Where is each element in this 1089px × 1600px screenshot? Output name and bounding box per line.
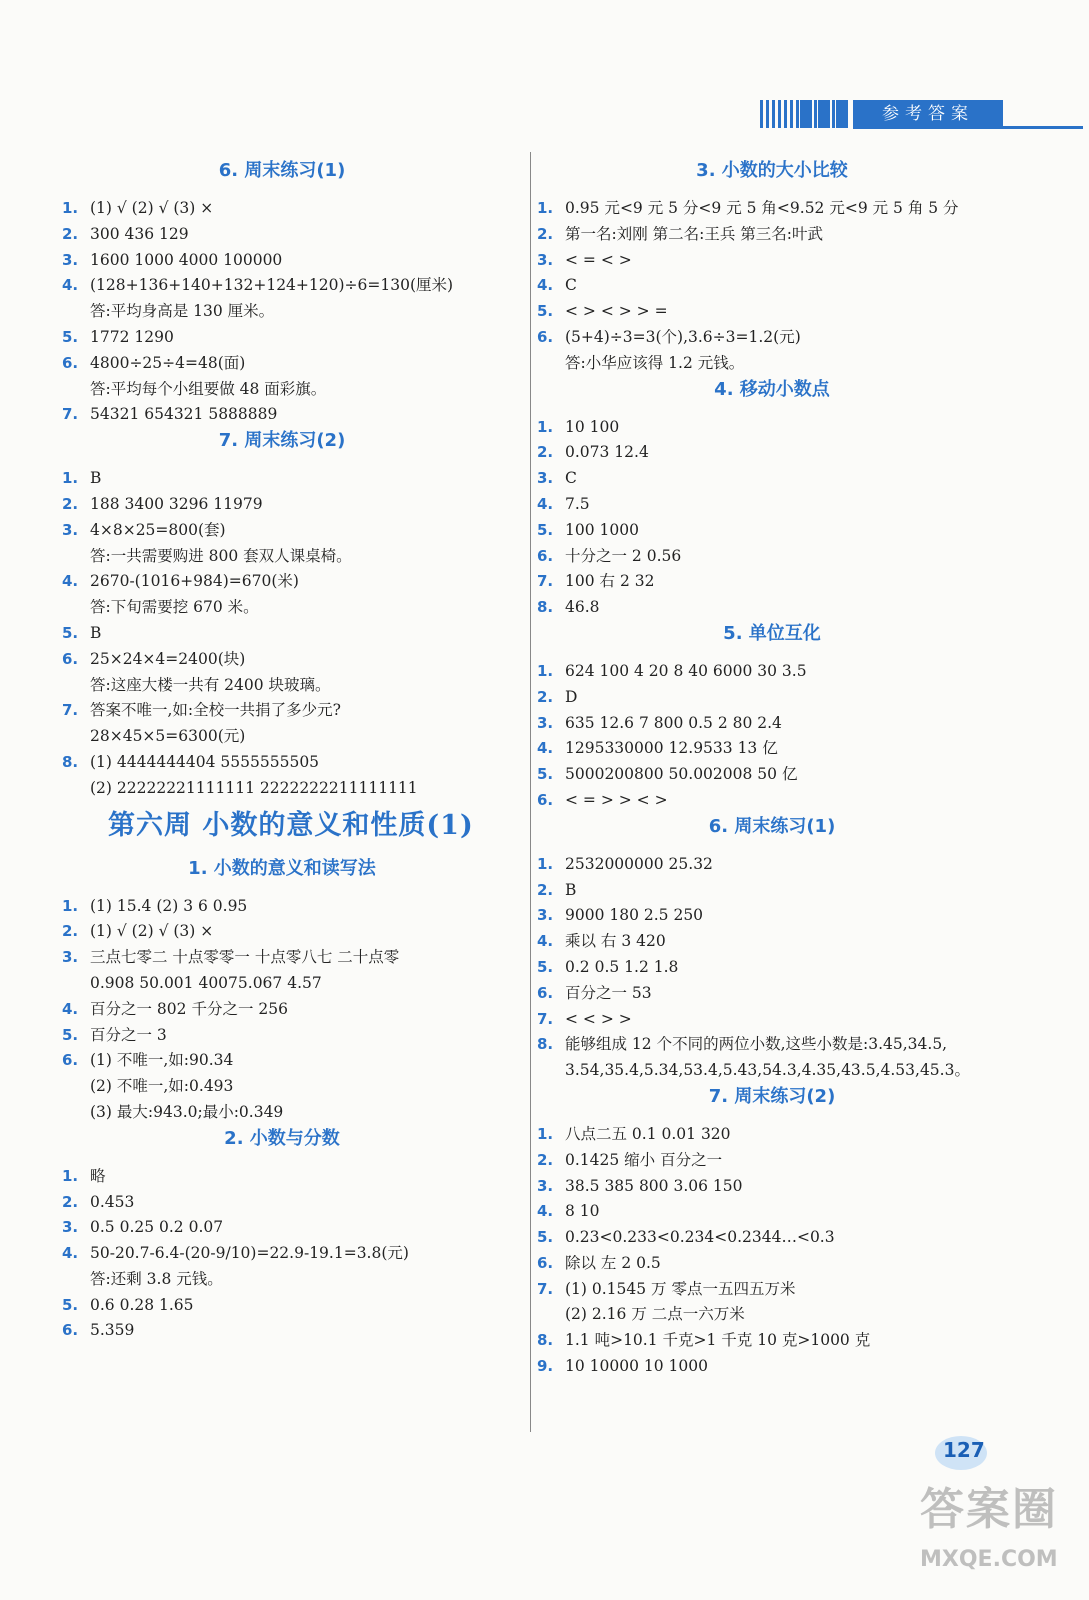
answer-text: 624 100 4 20 8 40 6000 30 3.5 bbox=[565, 661, 807, 680]
answer-text: 1295330000 12.9533 13 亿 bbox=[565, 739, 778, 758]
answer-line bbox=[62, 919, 502, 945]
answer-number: 2. bbox=[537, 443, 554, 462]
answer-number: 6. bbox=[62, 1051, 79, 1070]
answer-line bbox=[537, 569, 1007, 595]
answer-text: (5+4)÷3=3(个),3.6÷3=1.2(元) bbox=[565, 327, 801, 346]
answer-line bbox=[537, 1007, 1007, 1033]
answer-number: 8. bbox=[537, 598, 554, 617]
answer-text: (1) √ (2) √ (3) × bbox=[90, 199, 214, 217]
answer-line bbox=[537, 222, 1007, 248]
answer-line bbox=[537, 711, 1007, 737]
answer-number: 2. bbox=[62, 494, 79, 513]
answer-number: 7. bbox=[62, 701, 79, 720]
answer-text: (1) 0.1545 万 零点一五四五万米 bbox=[565, 1279, 796, 1298]
watermark-url: MXQE.COM bbox=[920, 1547, 1058, 1572]
answer-text: 除以 左 2 0.5 bbox=[565, 1253, 661, 1272]
answer-number: 3. bbox=[62, 1218, 79, 1237]
answer-text: 0.908 50.001 40075.067 4.57 bbox=[90, 973, 322, 992]
answer-number: 4. bbox=[62, 999, 79, 1018]
answer-number: 2. bbox=[537, 1150, 554, 1169]
answer-number: 7. bbox=[537, 1009, 554, 1028]
answer-number: 7. bbox=[537, 572, 554, 591]
answer-number: 2. bbox=[537, 687, 554, 706]
answer-number: 1. bbox=[62, 469, 79, 488]
answer-line bbox=[62, 518, 502, 544]
answer-text: 答:这座大楼一共有 2400 块玻璃。 bbox=[90, 675, 331, 694]
answer-number: 6. bbox=[537, 983, 554, 1002]
answer-line bbox=[62, 299, 502, 325]
right-column bbox=[537, 158, 1007, 1380]
answer-line bbox=[537, 878, 1007, 904]
answer-line bbox=[62, 377, 502, 403]
answer-line bbox=[62, 971, 502, 997]
answer-number: 4. bbox=[537, 739, 554, 758]
answer-text: (3) 最大:943.0;最小:0.349 bbox=[90, 1102, 284, 1121]
answer-text: 10 10000 10 1000 bbox=[565, 1357, 708, 1376]
answer-text: (2) 22222221111111 2222222211111111 bbox=[90, 778, 418, 797]
answer-number: 6. bbox=[62, 649, 79, 668]
answer-line bbox=[537, 518, 1007, 544]
answer-line bbox=[537, 492, 1007, 518]
answer-number: 3. bbox=[537, 713, 554, 732]
answer-text: 0.453 bbox=[90, 1192, 135, 1211]
answer-text: 54321 654321 5888889 bbox=[90, 405, 278, 424]
answer-text: (1) 4444444404 5555555505 bbox=[90, 752, 320, 771]
answer-number: 1. bbox=[537, 199, 554, 217]
answer-number: 1. bbox=[537, 661, 554, 680]
answer-line bbox=[62, 1164, 502, 1190]
answer-text: 100 右 2 32 bbox=[565, 572, 655, 591]
answer-text: 答案不唯一,如:全校一共捐了多少元? bbox=[90, 701, 341, 720]
answer-line bbox=[537, 1199, 1007, 1225]
answer-number: 3. bbox=[537, 250, 554, 269]
answer-number: 1. bbox=[62, 199, 79, 217]
answer-line bbox=[62, 402, 502, 428]
answer-number: 1. bbox=[62, 896, 79, 915]
answer-number: 6. bbox=[537, 546, 554, 565]
answer-text: < < > > bbox=[565, 1009, 632, 1028]
answer-text: (128+136+140+132+124+120)÷6=130(厘米) bbox=[90, 276, 454, 295]
answer-text: 2532000000 25.32 bbox=[565, 854, 713, 873]
answer-text: B bbox=[90, 469, 102, 488]
answer-text: 25×24×4=2400(块) bbox=[90, 649, 246, 668]
header-underline bbox=[853, 126, 1083, 129]
answer-text: 答:一共需要购进 800 套双人课桌椅。 bbox=[90, 546, 352, 565]
answer-line bbox=[537, 852, 1007, 878]
answer-number: 4. bbox=[62, 276, 79, 295]
left-column bbox=[62, 158, 502, 1344]
answer-number: 2. bbox=[62, 1192, 79, 1211]
answer-text: 9000 180 2.5 250 bbox=[565, 906, 704, 925]
answer-text: 答:下旬需要挖 670 米。 bbox=[90, 598, 259, 617]
watermark bbox=[920, 1475, 1080, 1595]
answer-number: 3. bbox=[62, 948, 79, 967]
answer-number: 1. bbox=[62, 1166, 79, 1185]
answer-text: 答:平均身高是 130 厘米。 bbox=[90, 302, 275, 321]
answer-line bbox=[537, 1277, 1007, 1303]
answer-line bbox=[537, 440, 1007, 466]
page-number-badge bbox=[935, 1432, 995, 1472]
answer-text: (1) 15.4 (2) 3 6 0.95 bbox=[90, 896, 248, 915]
answer-line bbox=[537, 325, 1007, 351]
answer-number: 3. bbox=[537, 906, 554, 925]
answer-text: 能够组成 12 个不同的两位小数,这些小数是:3.45,34.5, bbox=[565, 1035, 948, 1054]
answer-text: 略 bbox=[90, 1166, 106, 1185]
answer-line bbox=[62, 1267, 502, 1293]
header-title: 参考答案 bbox=[853, 100, 1003, 128]
answer-number: 2. bbox=[62, 922, 79, 941]
section-title: 3. 小数的大小比较 bbox=[696, 160, 848, 181]
answer-text: (2) 2.16 万 二点一六万米 bbox=[565, 1305, 745, 1324]
answer-line bbox=[537, 659, 1007, 685]
answer-line bbox=[62, 750, 502, 776]
answer-line bbox=[537, 1174, 1007, 1200]
answer-text: 百分之一 3 bbox=[90, 1025, 167, 1044]
answer-text: 百分之一 53 bbox=[565, 983, 652, 1002]
answer-line bbox=[537, 1251, 1007, 1277]
answer-number: 1. bbox=[537, 417, 554, 436]
answer-text: < = > > < > bbox=[565, 790, 668, 809]
answer-text: 0.2 0.5 1.2 1.8 bbox=[565, 957, 679, 976]
answer-text: 8 10 bbox=[565, 1202, 600, 1221]
answer-text: (1) 不唯一,如:90.34 bbox=[90, 1051, 234, 1070]
answer-text: 答:小华应该得 1.2 元钱。 bbox=[565, 353, 745, 372]
answer-text: 635 12.6 7 800 0.5 2 80 2.4 bbox=[565, 713, 782, 732]
answer-line bbox=[537, 248, 1007, 274]
answer-line bbox=[537, 685, 1007, 711]
answer-line bbox=[62, 325, 502, 351]
answer-number: 8. bbox=[62, 752, 79, 771]
answer-line bbox=[62, 1293, 502, 1319]
header-band bbox=[760, 100, 1080, 128]
answer-text: 1772 1290 bbox=[90, 327, 174, 346]
answer-text: 百分之一 802 千分之一 256 bbox=[90, 999, 288, 1018]
answer-line bbox=[62, 776, 502, 802]
answer-text: C bbox=[565, 276, 577, 295]
answer-text: 3.54,35.4,5.34,53.4,5.43,54.3,4.35,43.5,4.53,45.3。 bbox=[565, 1061, 970, 1080]
answer-text: 十分之一 2 0.56 bbox=[565, 546, 682, 565]
answer-number: 5. bbox=[537, 520, 554, 539]
answer-number: 9. bbox=[537, 1357, 554, 1376]
answer-line bbox=[537, 415, 1007, 441]
answer-number: 4. bbox=[62, 1244, 79, 1263]
answer-line bbox=[62, 647, 502, 673]
answer-text: 38.5 385 800 3.06 150 bbox=[565, 1176, 743, 1195]
answer-number: 1. bbox=[537, 854, 554, 873]
answer-number: 2. bbox=[537, 880, 554, 899]
answer-line bbox=[62, 466, 502, 492]
answer-number: 5. bbox=[62, 623, 79, 642]
answer-line bbox=[537, 273, 1007, 299]
answer-text: 188 3400 3296 11979 bbox=[90, 494, 263, 513]
answer-line bbox=[62, 273, 502, 299]
answer-number: 5. bbox=[537, 302, 554, 321]
answer-text: 4800÷25÷4=48(面) bbox=[90, 353, 246, 372]
section-title: 5. 单位互化 bbox=[723, 622, 821, 644]
section-title: 7. 周末练习(2) bbox=[218, 430, 346, 452]
answer-line bbox=[537, 736, 1007, 762]
answer-line bbox=[537, 595, 1007, 621]
answer-text: 第一名:刘刚 第二名:王兵 第三名:叶武 bbox=[565, 224, 824, 243]
answer-line bbox=[537, 1032, 1007, 1058]
answer-line bbox=[537, 903, 1007, 929]
answer-text: 4×8×25=800(套) bbox=[90, 520, 226, 539]
answer-line bbox=[537, 762, 1007, 788]
answer-line bbox=[537, 788, 1007, 814]
answer-number: 3. bbox=[62, 250, 79, 269]
section-title: 4. 移动小数点 bbox=[714, 378, 830, 400]
answer-text: 八点二五 0.1 0.01 320 bbox=[565, 1124, 731, 1143]
answer-line bbox=[62, 621, 502, 647]
answer-text: 5.359 bbox=[90, 1321, 135, 1340]
answer-line bbox=[62, 997, 502, 1023]
answer-line bbox=[62, 1318, 502, 1344]
answer-text: 46.8 bbox=[565, 598, 600, 617]
answer-number: 2. bbox=[537, 224, 554, 243]
answer-number: 7. bbox=[537, 1279, 554, 1298]
answer-text: 0.073 12.4 bbox=[565, 443, 649, 462]
section-title: 6. 周末练习(1) bbox=[708, 815, 836, 837]
answer-line bbox=[537, 1225, 1007, 1251]
answer-number: 5. bbox=[62, 327, 79, 346]
answer-line bbox=[537, 1354, 1007, 1380]
answer-text: 0.95 元<9 元 5 分<9 元 5 角<9.52 元<9 元 5 角 5 分 bbox=[565, 199, 959, 217]
answer-text: 2670-(1016+984)=670(米) bbox=[90, 572, 299, 591]
answer-text: 10 100 bbox=[565, 417, 620, 436]
answer-line bbox=[537, 466, 1007, 492]
answer-text: C bbox=[565, 469, 577, 488]
answer-text: 1600 1000 4000 100000 bbox=[90, 250, 283, 269]
header-blocks bbox=[800, 100, 848, 128]
section-title: 1. 小数的意义和读写法 bbox=[188, 857, 376, 879]
answer-line bbox=[62, 945, 502, 971]
section-title: 6. 周末练习(1) bbox=[218, 160, 346, 181]
answer-text: D bbox=[565, 687, 578, 706]
answer-text: 300 436 129 bbox=[90, 224, 189, 243]
answer-line bbox=[537, 929, 1007, 955]
answer-line bbox=[537, 1058, 1007, 1084]
answer-line bbox=[537, 955, 1007, 981]
answer-line bbox=[62, 222, 502, 248]
answer-line bbox=[537, 1302, 1007, 1328]
answer-text: (1) √ (2) √ (3) × bbox=[90, 922, 214, 941]
answer-text: 答:还剩 3.8 元钱。 bbox=[90, 1269, 223, 1288]
answer-line bbox=[537, 1328, 1007, 1354]
answer-line bbox=[62, 1215, 502, 1241]
answer-line bbox=[62, 1048, 502, 1074]
answer-line bbox=[62, 1100, 502, 1126]
answer-number: 6. bbox=[62, 353, 79, 372]
section-title: 7. 周末练习(2) bbox=[708, 1085, 836, 1107]
answer-number: 3. bbox=[537, 469, 554, 488]
week-title: 第六周 小数的意义和性质(1) bbox=[108, 809, 474, 841]
answer-number: 5. bbox=[537, 957, 554, 976]
answer-line bbox=[62, 894, 502, 920]
page-number: 127 bbox=[943, 1438, 985, 1462]
answer-text: < = < > bbox=[565, 250, 632, 269]
answer-number: 3. bbox=[62, 520, 79, 539]
section-title: 2. 小数与分数 bbox=[224, 1127, 340, 1149]
answer-line bbox=[62, 492, 502, 518]
answer-text: 答:平均每个小组要做 48 面彩旗。 bbox=[90, 379, 327, 398]
answer-text: 三点七零二 十点零零一 十点零八七 二十点零 bbox=[90, 948, 400, 967]
answer-number: 6. bbox=[537, 327, 554, 346]
answer-text: 0.1425 缩小 百分之一 bbox=[565, 1150, 723, 1169]
answer-line bbox=[537, 299, 1007, 325]
answer-number: 4. bbox=[537, 932, 554, 951]
answer-number: 8. bbox=[537, 1035, 554, 1054]
answer-text: 50-20.7-6.4-(20-9/10)=22.9-19.1=3.8(元) bbox=[90, 1244, 409, 1263]
answer-line bbox=[537, 196, 1007, 222]
answer-line bbox=[537, 351, 1007, 377]
answer-text: 100 1000 bbox=[565, 520, 639, 539]
answer-number: 6. bbox=[537, 790, 554, 809]
answer-number: 6. bbox=[62, 1321, 79, 1340]
answer-text: 7.5 bbox=[565, 494, 590, 513]
answer-text: 乘以 右 3 420 bbox=[565, 932, 666, 951]
answer-text: 0.5 0.25 0.2 0.07 bbox=[90, 1218, 224, 1237]
answer-line bbox=[62, 248, 502, 274]
answer-line bbox=[537, 981, 1007, 1007]
answer-line bbox=[62, 698, 502, 724]
answer-number: 5. bbox=[62, 1295, 79, 1314]
answer-number: 2. bbox=[62, 224, 79, 243]
answer-number: 4. bbox=[537, 1202, 554, 1221]
answer-number: 5. bbox=[537, 1228, 554, 1247]
answer-text: < > < > > = bbox=[565, 302, 668, 321]
answer-number: 4. bbox=[537, 276, 554, 295]
answer-line bbox=[62, 1190, 502, 1216]
answer-line bbox=[537, 1148, 1007, 1174]
answer-line bbox=[62, 1074, 502, 1100]
answer-text: (2) 不唯一,如:0.493 bbox=[90, 1077, 234, 1096]
answer-line bbox=[62, 196, 502, 222]
answer-number: 4. bbox=[537, 494, 554, 513]
answer-number: 1. bbox=[537, 1124, 554, 1143]
answer-number: 4. bbox=[62, 572, 79, 591]
answer-line bbox=[62, 569, 502, 595]
answer-number: 3. bbox=[537, 1176, 554, 1195]
answer-number: 6. bbox=[537, 1253, 554, 1272]
answer-line bbox=[62, 673, 502, 699]
answer-line bbox=[62, 351, 502, 377]
answer-number: 8. bbox=[537, 1331, 554, 1350]
answer-line bbox=[537, 544, 1007, 570]
answer-number: 5. bbox=[537, 765, 554, 784]
answer-text: 1.1 吨>10.1 千克>1 千克 10 克>1000 克 bbox=[565, 1331, 871, 1350]
answer-line bbox=[537, 1122, 1007, 1148]
answer-line bbox=[62, 1023, 502, 1049]
answer-text: 0.6 0.28 1.65 bbox=[90, 1295, 194, 1314]
answer-line bbox=[62, 1241, 502, 1267]
answer-text: 0.23<0.233<0.234<0.2344…<0.3 bbox=[565, 1228, 835, 1247]
answer-line bbox=[62, 595, 502, 621]
answer-text: B bbox=[90, 623, 102, 642]
answer-text: B bbox=[565, 880, 577, 899]
answer-line bbox=[62, 544, 502, 570]
answer-text: 28×45×5=6300(元) bbox=[90, 727, 246, 746]
answer-line bbox=[62, 724, 502, 750]
answer-number: 7. bbox=[62, 405, 79, 424]
answer-number: 5. bbox=[62, 1025, 79, 1044]
column-divider bbox=[530, 152, 531, 1432]
watermark-logo: 答案圈 bbox=[920, 1484, 1058, 1535]
answer-text: 5000200800 50.002008 50 亿 bbox=[565, 765, 798, 784]
